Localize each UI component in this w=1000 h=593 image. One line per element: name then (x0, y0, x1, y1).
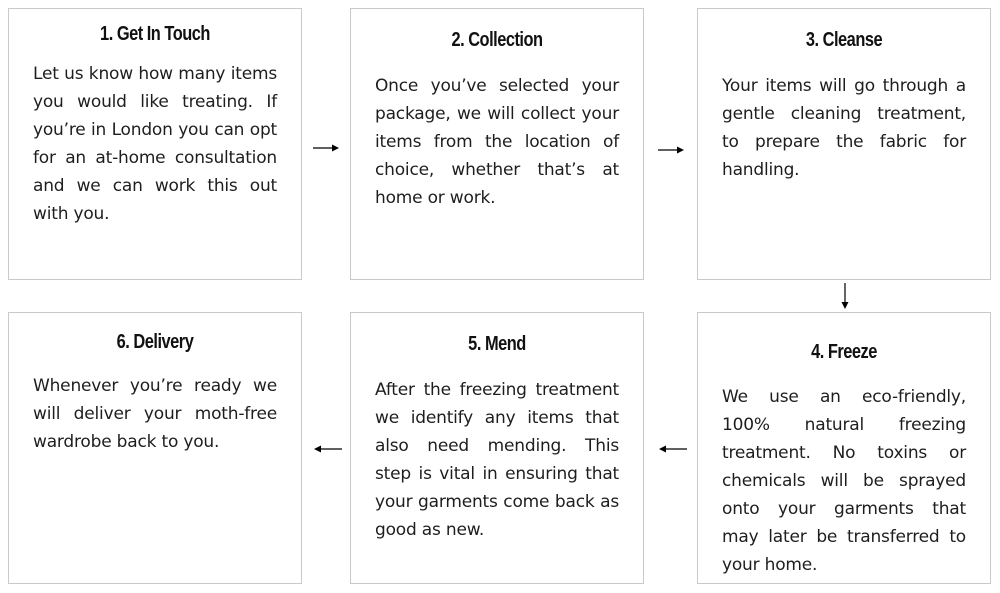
step-title: 1. Get In Touch (100, 23, 210, 45)
step-box-freeze (697, 312, 991, 584)
step-title: 5. Mend (468, 333, 526, 355)
step-description: Once you’ve selected your package, we will collect your items from the location of choice, whether that’s at home or work. (375, 76, 619, 208)
arrow-right-icon (312, 141, 340, 155)
step-box-delivery (8, 312, 302, 584)
step-description: Let us know how many items you would like treating. If you’re in London you can opt for an at-home consultation and we can work this out with you. (33, 64, 277, 224)
step-description: Your items will go through a gentle cleaning treatment, to prepare the fabric for handling. (722, 76, 966, 180)
step-description: We use an eco-friendly, 100% natural freezing treatment. No toxins or chemicals will be sprayed onto your garments that may later be transferred to your home. (722, 387, 966, 575)
arrow-right-icon (657, 143, 685, 157)
arrow-down-icon (838, 282, 852, 310)
step-description: Whenever you’re ready we will deliver your moth-free wardrobe back to you. (33, 376, 277, 452)
step-box-cleanse (697, 8, 991, 280)
step-title: 4. Freeze (811, 341, 877, 363)
step-title: 6. Delivery (116, 331, 194, 353)
step-box-mend (350, 312, 644, 584)
step-title: 3. Cleanse (805, 29, 883, 51)
step-description: After the freezing treatment we identify any items that also need mending. This step is vital in ensuring that your garments come back as good as new. (375, 380, 619, 540)
step-box-collection (350, 8, 644, 280)
arrow-left-icon (658, 442, 688, 456)
arrow-left-icon (313, 442, 343, 456)
step-title: 2. Collection (451, 29, 543, 51)
step-box-get-in-touch (8, 8, 302, 280)
